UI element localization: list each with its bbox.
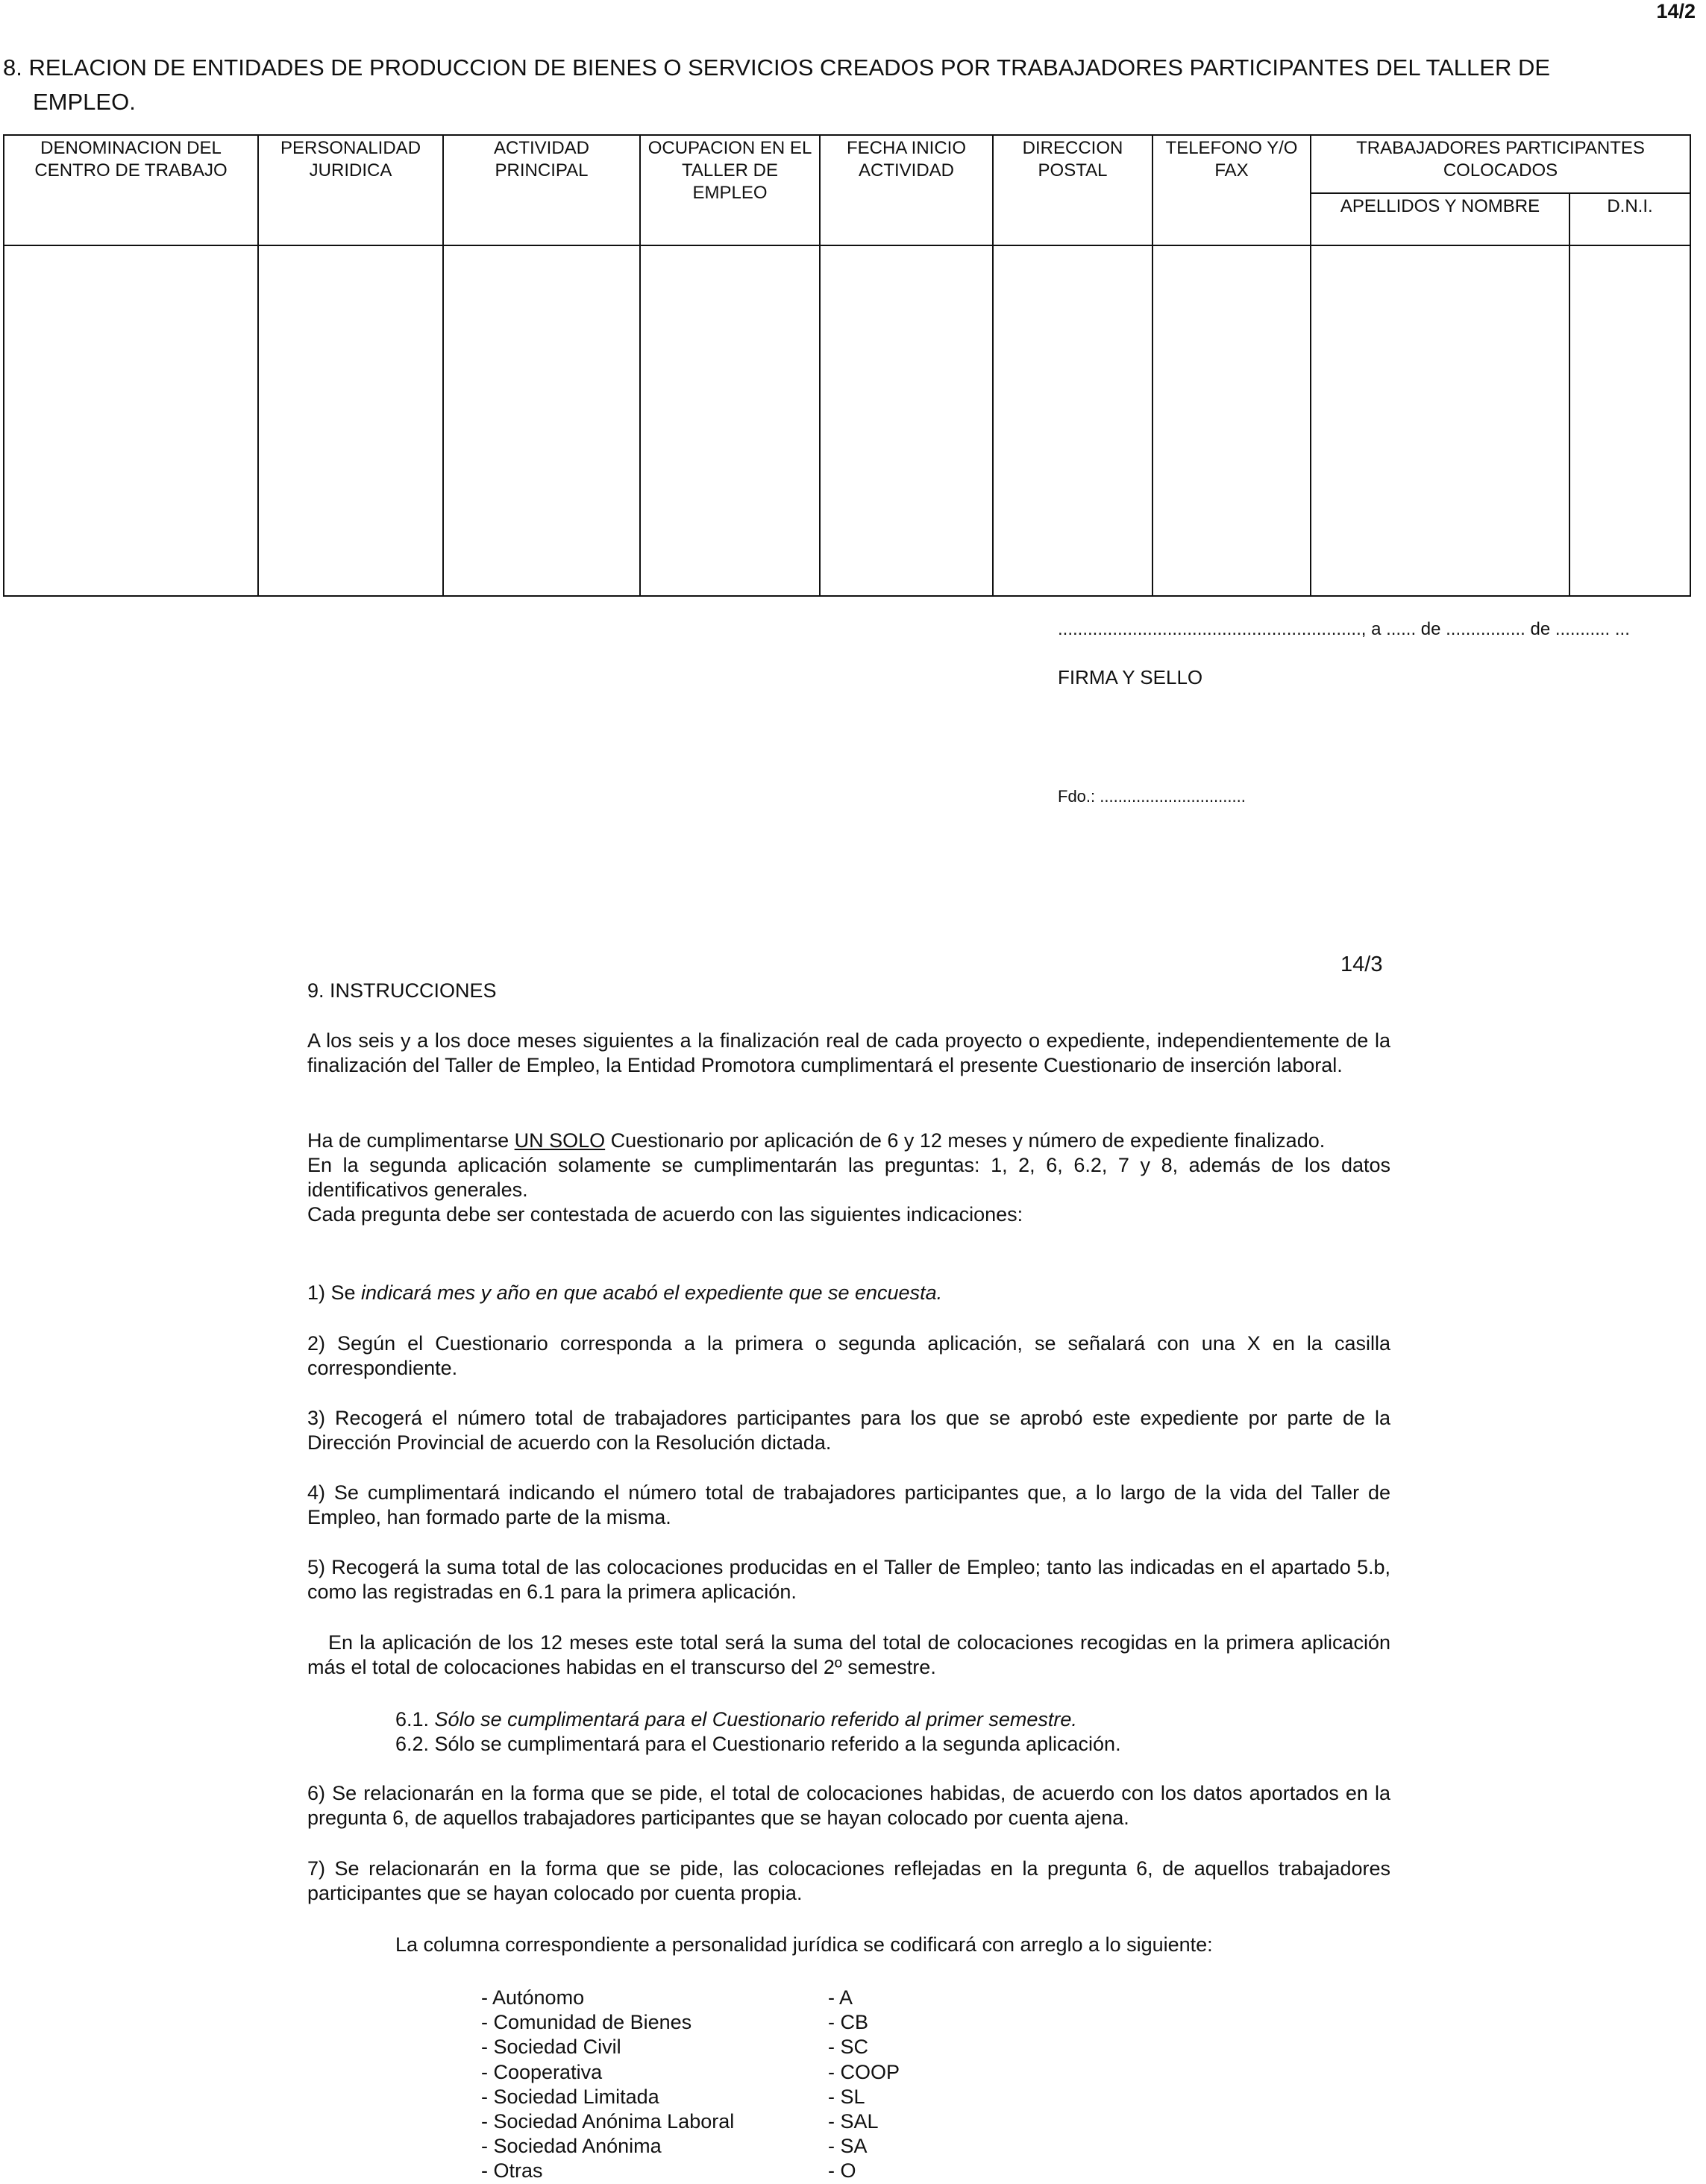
instruction-4: 4) Se cumplimentará indicando el número total de trabajadores participantes que, a lo largo de la vida del Taller de Empleo, han formado parte de la misma. — [307, 1481, 1390, 1528]
code-name: - Otras — [481, 2159, 543, 2183]
instruction-6-2: 6.2. Sólo se cumplimentará para el Cuestionario referido a la segunda aplicación. — [395, 1733, 1121, 1755]
col-header-trabajadores: TRABAJADORES PARTICIPANTES COLOCADOS — [1311, 135, 1690, 193]
code-name: - Sociedad Anónima Laboral — [481, 2110, 735, 2133]
list-item — [481, 2035, 900, 2059]
table-cell[interactable] — [820, 245, 993, 596]
section-8-title — [3, 51, 1681, 119]
instruction-6-1 — [395, 1707, 1077, 1732]
table-cell[interactable] — [258, 245, 443, 596]
list-item — [481, 1986, 900, 2010]
instruction-2: 2) Según el Cuestionario corresponda a la primera o segunda aplicación, se señalará con una X en la casilla correspondiente. — [307, 1332, 1390, 1379]
instruction-5b: En la aplicación de los 12 meses este total será la suma del total de colocaciones recogidas en la primera aplicación más el total de colocaciones habidas en el transcurso del 2º semestre. — [307, 1631, 1390, 1678]
page-number: 14/2 — [1656, 0, 1696, 22]
instruction-1 — [307, 1281, 1390, 1305]
instructions-intro: A los seis y a los doce meses siguientes a la finalización real de cada proyecto o expediente, independientemente de la finalización del Taller de Empleo, la Entidad Promotora cumplimentará el presente Cuestionario de inserción laboral. — [307, 1029, 1390, 1076]
instruction-1-text: indicará mes y año en que acabó el expediente que se encuesta. — [361, 1281, 943, 1304]
table-cell[interactable] — [443, 245, 640, 596]
code-value: - CB — [828, 2011, 868, 2034]
section-8-title-line2: EMPLEO. — [33, 89, 136, 115]
code-name: - Autónomo — [481, 1986, 585, 2009]
col-header-telefono: TELEFONO Y/O FAX — [1153, 135, 1311, 245]
instructions-p2-line3: Cada pregunta debe ser contestada de acuerdo con las siguientes indicaciones: — [307, 1203, 1023, 1226]
col-header-actividad: ACTIVIDAD PRINCIPAL — [443, 135, 640, 245]
col-header-denominacion: DENOMINACION DEL CENTRO DE TRABAJO — [4, 135, 258, 245]
instruction-7: 7) Se relacionarán en la forma que se pide, las colocaciones reflejadas en la pregunta 6, de aquellos trabajadores participantes que se hayan colocado por cuenta propia. — [307, 1857, 1390, 1904]
table-cell[interactable] — [4, 245, 258, 596]
section-9-title: 9. INSTRUCCIONES — [307, 979, 497, 1002]
col-header-ocupacion: OCUPACION EN EL TALLER DE EMPLEO — [640, 135, 820, 245]
section-8-title-line1: 8. RELACION DE ENTIDADES DE PRODUCCION DE BIENES O SERVICIOS CREADOS POR TRABAJADORES PARTICIPANTES DEL TALLER DE — [3, 54, 1551, 81]
instruction-6-1-num: 6.1. — [395, 1708, 435, 1730]
code-value: - A — [828, 1986, 853, 2009]
list-item — [481, 2010, 900, 2035]
col-header-fecha: FECHA INICIO ACTIVIDAD — [820, 135, 993, 245]
codes-list — [481, 1986, 900, 2184]
instructions-p2-line1 — [307, 1129, 1390, 1153]
list-item — [481, 2134, 900, 2159]
list-item — [481, 2060, 900, 2085]
code-value: - SAL — [828, 2110, 879, 2133]
fdo-line: Fdo.: ................................ — [1058, 787, 1246, 806]
instructions-p2 — [307, 1129, 1390, 1227]
code-value: - SA — [828, 2135, 868, 2158]
instructions-p2-line2: En la segunda aplicación solamente se cumplimentarán las preguntas: 1, 2, 6, 6.2, 7 y 8, además de los datos identificativos generales. — [307, 1154, 1390, 1201]
instruction-6: 6) Se relacionarán en la forma que se pide, el total de colocaciones habidas, de acuerdo con los datos aportados en la pregunta 6, de aquellos trabajadores participantes que se hayan colocado por cuenta ajena. — [307, 1782, 1390, 1829]
instruction-1-num: 1) Se — [307, 1281, 362, 1304]
code-value: - SC — [828, 2036, 868, 2059]
firma-y-sello: FIRMA Y SELLO — [1058, 666, 1203, 688]
subcol-header-dni: D.N.I. — [1569, 193, 1690, 245]
table-cell[interactable] — [640, 245, 820, 596]
p2-pre: Ha de cumplimentarse — [307, 1129, 515, 1152]
code-value: - COOP — [828, 2060, 900, 2083]
subcol-header-apellidos: APELLIDOS Y NOMBRE — [1311, 193, 1569, 245]
table-cell[interactable] — [1311, 245, 1569, 596]
code-value: - SL — [828, 2085, 865, 2108]
list-item — [481, 2109, 900, 2134]
instruction-5: 5) Recogerá la suma total de las colocaciones producidas en el Taller de Empleo; tanto las indicadas en el apartado 5.b, como las registradas en 6.1 para la primera aplicación. — [307, 1556, 1390, 1603]
page-number-14-3: 14/3 — [1340, 953, 1383, 976]
code-value: - O — [828, 2159, 856, 2183]
date-line: ............................................................., a ...... de ................ de ........... ... — [1058, 619, 1630, 639]
list-item — [481, 2159, 900, 2183]
col-header-personalidad: PERSONALIDAD JURIDICA — [258, 135, 443, 245]
code-name: - Sociedad Anónima — [481, 2135, 662, 2158]
code-name: - Cooperativa — [481, 2060, 603, 2083]
code-name: - Comunidad de Bienes — [481, 2011, 692, 2034]
instruction-6-1-text: Sólo se cumplimentará para el Cuestionario referido al primer semestre. — [434, 1708, 1077, 1730]
col-header-direccion: DIRECCION POSTAL — [993, 135, 1153, 245]
code-name: - Sociedad Civil — [481, 2036, 621, 2059]
p2-underline: UN SOLO — [514, 1129, 606, 1152]
instruction-3: 3) Recogerá el número total de trabajadores participantes para los que se aprobó este expediente por parte de la Dirección Provincial de acuerdo con la Resolución dictada. — [307, 1407, 1390, 1454]
code-name: - Sociedad Limitada — [481, 2085, 659, 2108]
entities-table — [3, 134, 1691, 597]
table-cell[interactable] — [1153, 245, 1311, 596]
list-item — [481, 2085, 900, 2109]
table-cell[interactable] — [993, 245, 1153, 596]
table-cell[interactable] — [1569, 245, 1690, 596]
codes-intro: La columna correspondiente a personalidad jurídica se codificará con arreglo a lo siguiente: — [395, 1933, 1213, 1956]
p2-post: Cuestionario por aplicación de 6 y 12 meses y número de expediente finalizado. — [605, 1129, 1326, 1152]
